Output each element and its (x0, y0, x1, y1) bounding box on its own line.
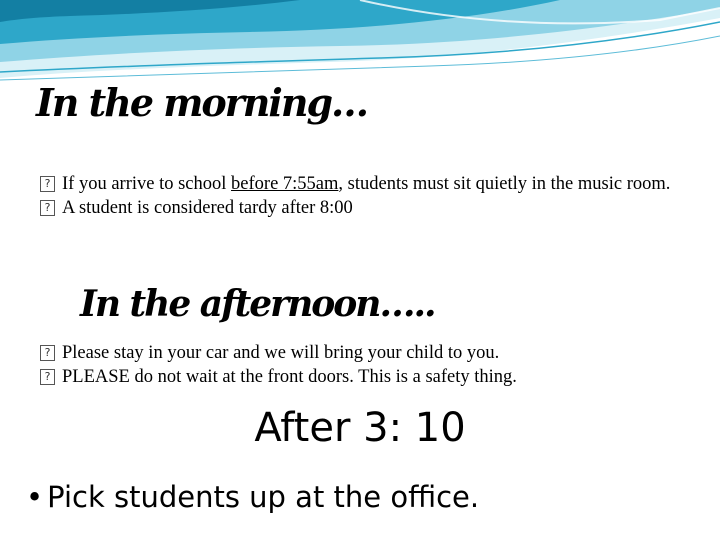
missing-glyph-bullet-icon: ? (40, 345, 55, 361)
list-item (40, 365, 700, 389)
heading-afternoon: In the afternoon….. (80, 283, 435, 325)
bullet-text: PLEASE do not wait at the front doors. This is a safety thing. (62, 367, 517, 387)
missing-glyph-bullet-icon: ? (40, 200, 55, 216)
pick-up-bullet (26, 482, 479, 514)
bullet-text-before: If you arrive to school (62, 174, 232, 194)
bullet-text: A student is considered tardy after 8:00 (62, 198, 353, 218)
missing-glyph-bullet-icon: ? (40, 369, 55, 385)
list-item (40, 196, 700, 220)
bullet-underlined-time: before 7:55am (231, 174, 339, 194)
bullet-text: Please stay in your car and we will bring your child to you. (62, 343, 500, 363)
after-time-heading: After 3: 10 (254, 405, 466, 451)
list-item (40, 341, 700, 365)
morning-bullet-list (40, 172, 700, 220)
bullet-text-after: , students must sit quietly in the music room. (338, 174, 671, 194)
bullet-dot-icon: • (26, 480, 44, 514)
missing-glyph-bullet-icon: ? (40, 176, 55, 192)
header-wave-decoration (0, 0, 720, 90)
pick-up-text: Pick students up at the office. (47, 480, 480, 514)
list-item (40, 172, 700, 196)
heading-morning: In the morning… (36, 80, 368, 125)
afternoon-bullet-list (40, 341, 700, 389)
